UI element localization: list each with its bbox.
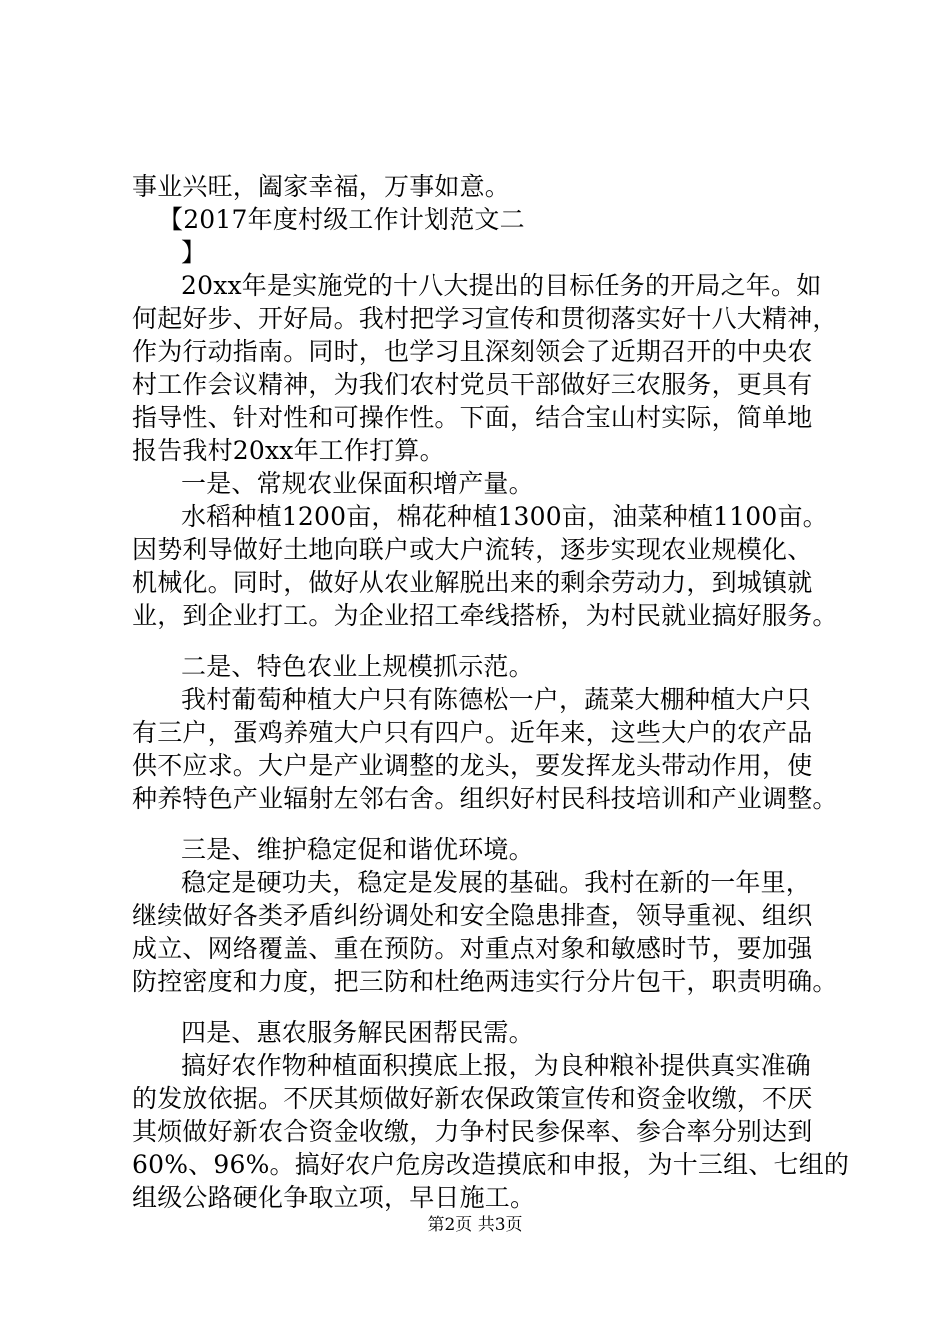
item-heading: 二是、特色农业上规模抓示范。 xyxy=(181,652,534,681)
item-heading: 三是、维护稳定促和谐优环境。 xyxy=(181,835,534,864)
paragraph-line: 报告我村20xx年工作打算。 xyxy=(132,436,445,465)
paragraph-line: 种养特色产业辐射左邻右舍。组织好村民科技培训和产业调整。 xyxy=(132,784,838,813)
paragraph-line: 事业兴旺，阖家幸福，万事如意。 xyxy=(132,172,511,201)
paragraph-line: 作为行动指南。同时，也学习且深刻领会了近期召开的中央农 xyxy=(132,337,813,366)
paragraph-line: 60%、96%。搞好农户危房改造摸底和申报，为十三组、七组的 xyxy=(132,1150,850,1179)
paragraph-line: 成立、网络覆盖、重在预防。对重点对象和敏感时节，要加强 xyxy=(132,934,813,963)
paragraph-line: 指导性、针对性和可操作性。下面，结合宝山村实际，简单地 xyxy=(132,403,813,432)
item-heading: 一是、常规农业保面积增产量。 xyxy=(181,469,534,498)
page-number-footer: 第2页 共3页 xyxy=(427,1215,523,1235)
section-heading: 【2017年度村级工作计划范文二 xyxy=(158,205,525,234)
paragraph-line: 有三户，蛋鸡养殖大户只有四户。近年来，这些大户的农产品 xyxy=(132,718,813,747)
paragraph-line: 因势利导做好土地向联户或大户流转，逐步实现农业规模化、 xyxy=(132,535,813,564)
paragraph-line: 村工作会议精神，为我们农村党员干部做好三农服务，更具有 xyxy=(132,370,813,399)
paragraph-line: 搞好农作物种植面积摸底上报，为良种粮补提供真实准确 xyxy=(181,1051,812,1080)
item-heading: 四是、惠农服务解民困帮民需。 xyxy=(181,1018,534,1047)
paragraph-line: 组级公路硬化争取立项，早日施工。 xyxy=(132,1183,536,1212)
paragraph-line: 供不应求。大户是产业调整的龙头，要发挥龙头带动作用，使 xyxy=(132,751,813,780)
paragraph-line: 防控密度和力度，把三防和杜绝两违实行分片包干，职责明确。 xyxy=(132,967,838,996)
paragraph-line: 我村葡萄种植大户只有陈德松一户，蔬菜大棚种植大户只 xyxy=(181,685,812,714)
paragraph-line: 水稻种植1200亩，棉花种植1300亩，油菜种植1100亩。 xyxy=(181,502,828,531)
paragraph-line: 继续做好各类矛盾纠纷调处和安全隐患排查，领导重视、组织 xyxy=(132,901,813,930)
paragraph-line: 机械化。同时，做好从农业解脱出来的剩余劳动力，到城镇就 xyxy=(132,568,813,597)
paragraph-line: 的发放依据。不厌其烦做好新农保政策宣传和资金收缴，不厌 xyxy=(132,1084,813,1113)
paragraph-line: 其烦做好新农合资金收缴，力争村民参保率、参合率分别达到 xyxy=(132,1117,813,1146)
section-heading-bracket: 】 xyxy=(181,238,207,267)
paragraph-line: 稳定是硬功夫，稳定是发展的基础。我村在新的一年里， xyxy=(181,868,812,897)
paragraph-line: 何起好步、开好局。我村把学习宣传和贯彻落实好十八大精神， xyxy=(132,304,838,333)
paragraph-line: 20xx年是实施党的十八大提出的目标任务的开局之年。如 xyxy=(181,271,822,300)
paragraph-line: 业，到企业打工。为企业招工牵线搭桥，为村民就业搞好服务。 xyxy=(132,601,838,630)
